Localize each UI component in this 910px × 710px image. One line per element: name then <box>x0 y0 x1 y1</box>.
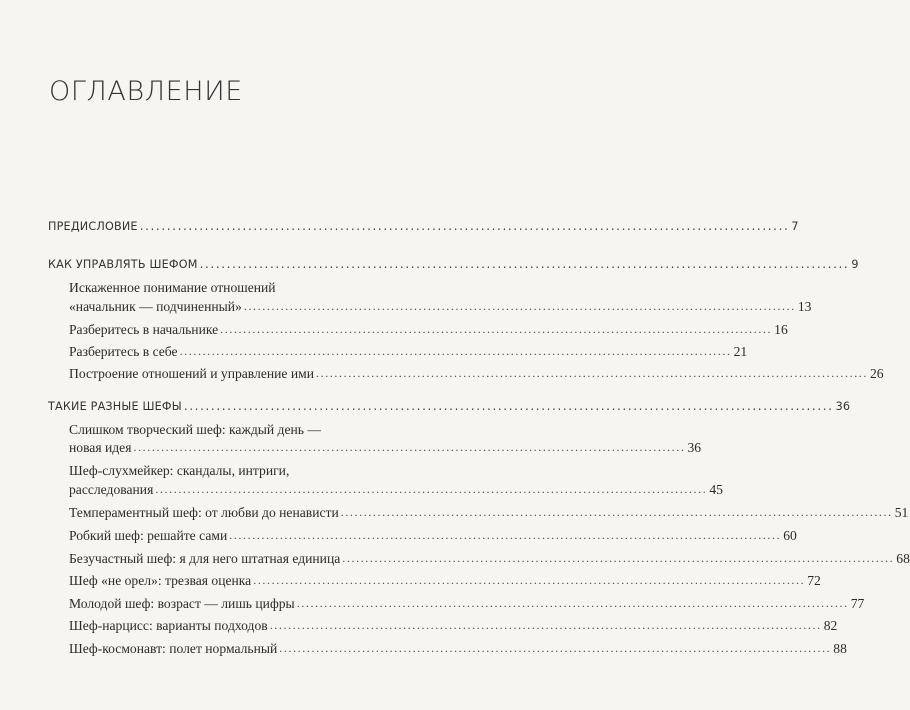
toc-entry-title: ПРЕДИСЛОВИЕ <box>48 220 138 233</box>
toc-entry-title-line1: Шеф-слухмейкер: скандалы, интриги, <box>69 463 290 478</box>
leader-dots: ........................................................................................................................ <box>183 399 834 413</box>
toc-page-number: 45 <box>709 482 723 497</box>
toc-page-number: 16 <box>774 322 788 337</box>
toc-page-number: 77 <box>850 596 865 611</box>
toc-entry[interactable] <box>69 617 838 634</box>
toc-entry-title: ТАКИЕ РАЗНЫЕ ШЕФЫ <box>48 400 182 413</box>
toc-entry[interactable] <box>69 439 702 456</box>
leader-dots: ........................................................................................................................ <box>253 573 806 587</box>
toc-page-number: 88 <box>833 641 847 656</box>
toc-entry-title: Молодой шеф: возраст — лишь цифры <box>69 596 295 611</box>
toc-entry-title: расследования <box>69 482 154 497</box>
leader-dots: ........................................................................................................................ <box>133 440 686 454</box>
toc-entry-title-line1: Слишком творческий шеф: каждый день — <box>69 422 321 437</box>
leader-dots: ........................................................................................................................ <box>279 641 832 655</box>
toc-entry[interactable] <box>69 550 910 567</box>
toc-entry-section-2[interactable] <box>48 398 851 415</box>
leader-dots: ........................................................................................................................ <box>139 219 790 233</box>
toc-entry-title: Шеф-космонавт: полет нормальный <box>69 641 278 656</box>
leader-dots: ........................................................................................................................ <box>269 618 822 632</box>
toc-entry[interactable] <box>69 527 797 544</box>
toc-entry-title: Построение отношений и управление ими <box>69 366 314 381</box>
leader-dots: ........................................................................................................................ <box>340 505 893 519</box>
leader-dots: ........................................................................................................................ <box>179 344 732 358</box>
toc-page-number: 60 <box>783 528 797 543</box>
toc-page-number: 26 <box>870 366 884 381</box>
toc-entry-title: Разберитесь в себе <box>69 344 178 359</box>
leader-dots: ........................................................................................................................ <box>342 551 895 565</box>
toc-entry[interactable] <box>69 298 812 315</box>
toc-entry-section-1[interactable] <box>48 256 859 273</box>
toc-entry-title: КАК УПРАВЛЯТЬ ШЕФОМ <box>48 258 198 271</box>
toc-entry-title: Шеф «не орел»: трезвая оценка <box>69 573 252 588</box>
toc-page-number: 36 <box>687 440 702 455</box>
toc-entry[interactable] <box>69 365 884 382</box>
toc-entry-title: Безучастный шеф: я для него штатная единица <box>69 551 341 566</box>
leader-dots: ........................................................................................................................ <box>296 596 849 610</box>
leader-dots: ........................................................................................................................ <box>220 322 773 336</box>
toc-page-number: 21 <box>733 344 748 359</box>
leader-dots: ........................................................................................................................ <box>316 366 868 380</box>
toc-page-number: 9 <box>851 258 859 271</box>
toc-entry-title-line1: Искаженное понимание отношений <box>69 280 276 295</box>
toc-page-number: 51 <box>894 505 909 520</box>
toc-entry-title: Шеф-нарцисс: варианты подходов <box>69 618 268 633</box>
toc-entry-title: Робкий шеф: решайте сами <box>69 528 228 543</box>
leader-dots: ........................................................................................................................ <box>155 482 708 496</box>
toc-entry[interactable] <box>69 504 909 521</box>
toc-entry[interactable] <box>69 343 748 360</box>
toc-page-number: 68 <box>896 551 910 566</box>
toc-entry-title: «начальник — подчиненный» <box>69 299 242 314</box>
toc-entry-title: новая идея <box>69 440 132 455</box>
toc-page-number: 36 <box>835 400 851 413</box>
toc-entry-preface[interactable] <box>48 218 799 235</box>
table-of-contents <box>48 0 910 710</box>
toc-page-number: 72 <box>807 573 821 588</box>
toc-entry-title: Разберитесь в начальнике <box>69 322 219 337</box>
toc-entry[interactable] <box>69 481 723 498</box>
leader-dots: ........................................................................................................................ <box>199 257 850 271</box>
toc-page-number: 82 <box>823 618 838 633</box>
toc-entry[interactable] <box>69 640 847 657</box>
leader-dots: ........................................................................................................................ <box>243 299 796 313</box>
page-title: ОГЛАВЛЕНИЕ <box>49 76 243 107</box>
toc-page-number: 7 <box>791 220 799 233</box>
toc-entry[interactable] <box>69 595 865 612</box>
toc-entry[interactable] <box>69 321 788 338</box>
toc-entry-title: Темпераментный шеф: от любви до ненависти <box>69 505 339 520</box>
toc-entry[interactable] <box>69 572 821 589</box>
toc-page-number: 13 <box>797 299 812 314</box>
leader-dots: ........................................................................................................................ <box>229 528 782 542</box>
